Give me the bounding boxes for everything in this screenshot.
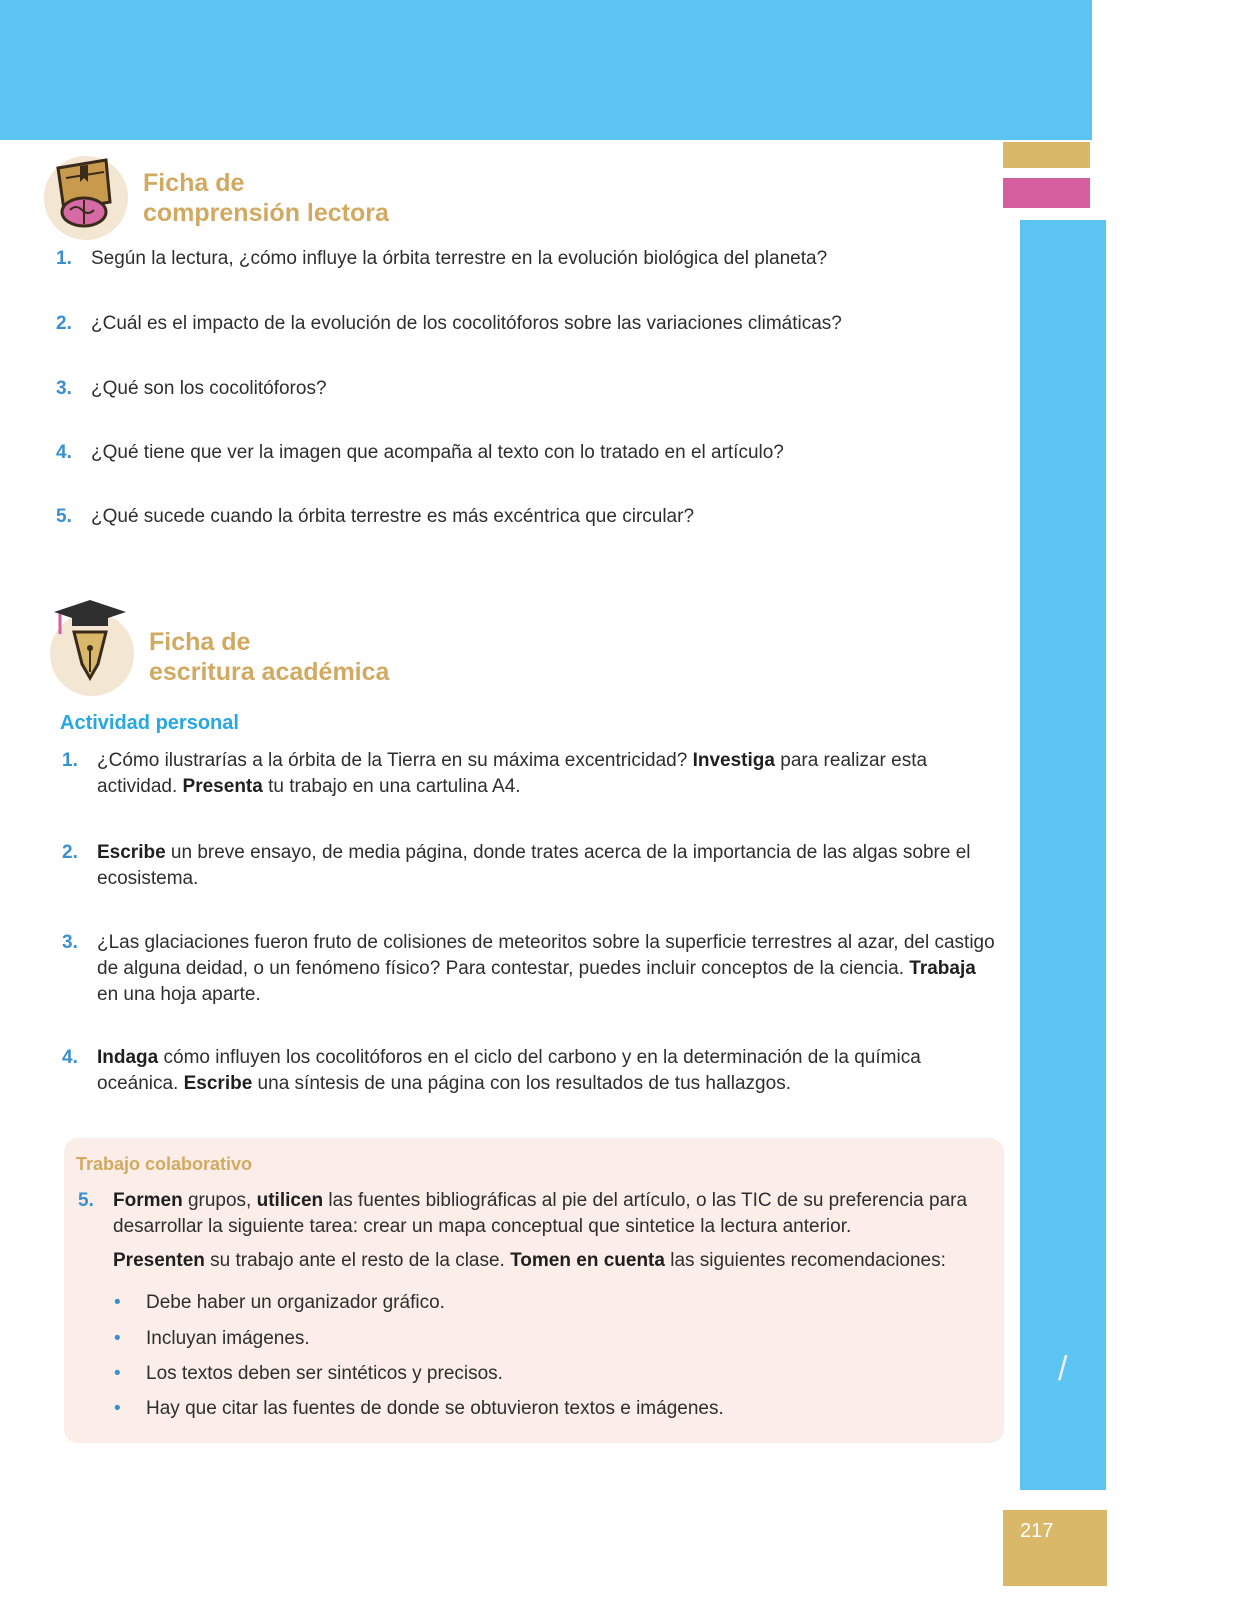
list-item: 2. Escribe un breve ensayo, de media página, donde trates acerca de la importancia de las algas sobre el ecosistema. <box>62 842 971 889</box>
top-color-band <box>0 0 1092 140</box>
side-tab-gold <box>1003 142 1090 168</box>
bullet-icon: • <box>114 1398 121 1419</box>
list-item: • Los textos deben ser sintéticos y precisos. <box>114 1361 964 1387</box>
side-bar-blue <box>1020 220 1106 1490</box>
bullet-icon: • <box>114 1363 121 1384</box>
bullet-icon: • <box>114 1328 121 1349</box>
list-item: 3. ¿Qué son los cocolitóforos? <box>56 378 327 399</box>
list-item: • Debe haber un organizador gráfico. <box>114 1290 964 1316</box>
side-tab-pink <box>1003 178 1090 208</box>
list-item: 2. ¿Cuál es el impacto de la evolución de los cocolitóforos sobre las variaciones climáticas? <box>56 313 842 334</box>
activity-subhead: Actividad personal <box>60 712 239 734</box>
brain-book-icon <box>44 156 128 240</box>
list-item: Presenten su trabajo ante el resto de la clase. Tomen en cuenta las siguientes recomendaciones: <box>113 1250 946 1271</box>
list-item: 4. ¿Qué tiene que ver la imagen que acompaña al texto con lo tratado en el artículo? <box>56 442 784 463</box>
list-item: 5. Formen grupos, utilicen las fuentes bibliográficas al pie del artículo, o las TIC de su preferencia para desarrollar la siguiente tarea: crear un mapa conceptual que sintetice la lectura anterior. <box>78 1190 968 1237</box>
collaborative-title: Trabajo colaborativo <box>76 1154 253 1174</box>
list-item: • Incluyan imágenes. <box>114 1326 964 1352</box>
bullet-icon: • <box>114 1292 121 1313</box>
page-number: 217 <box>1003 1510 1107 1586</box>
graduation-pen-icon <box>50 612 134 696</box>
list-item: 1. ¿Cómo ilustrarías a la órbita de la Tierra en su máxima excentricidad? Investiga para realizar esta actividad. Presenta tu trabajo en una cartulina A4. <box>62 750 928 797</box>
side-mark: / <box>1058 1350 1068 1388</box>
section1-title: Ficha de comprensión lectora <box>143 169 389 227</box>
list-item: 5. ¿Qué sucede cuando la órbita terrestre es más excéntrica que circular? <box>56 506 695 527</box>
list-item: 1. Según la lectura, ¿cómo influye la órbita terrestre en la evolución biológica del planeta? <box>56 248 828 269</box>
list-item: 3. ¿Las glaciaciones fueron fruto de colisiones de meteoritos sobre la superficie terrestres al azar, del castigo de alguna deidad, o un fenómeno físico? Para contestar, puedes incluir conceptos de la ciencia. Trabaja en una hoja aparte. <box>62 932 995 1005</box>
list-item: • Hay que citar las fuentes de donde se obtuvieron textos e imágenes. <box>114 1396 964 1422</box>
section2-title: Ficha de escritura académica <box>149 628 390 686</box>
list-item: 4. Indaga cómo influyen los cocolitóforos en el ciclo del carbono y en la determinación de la química oceánica. Escribe una síntesis de una página con los resultados de tus hallazgos. <box>62 1047 921 1094</box>
